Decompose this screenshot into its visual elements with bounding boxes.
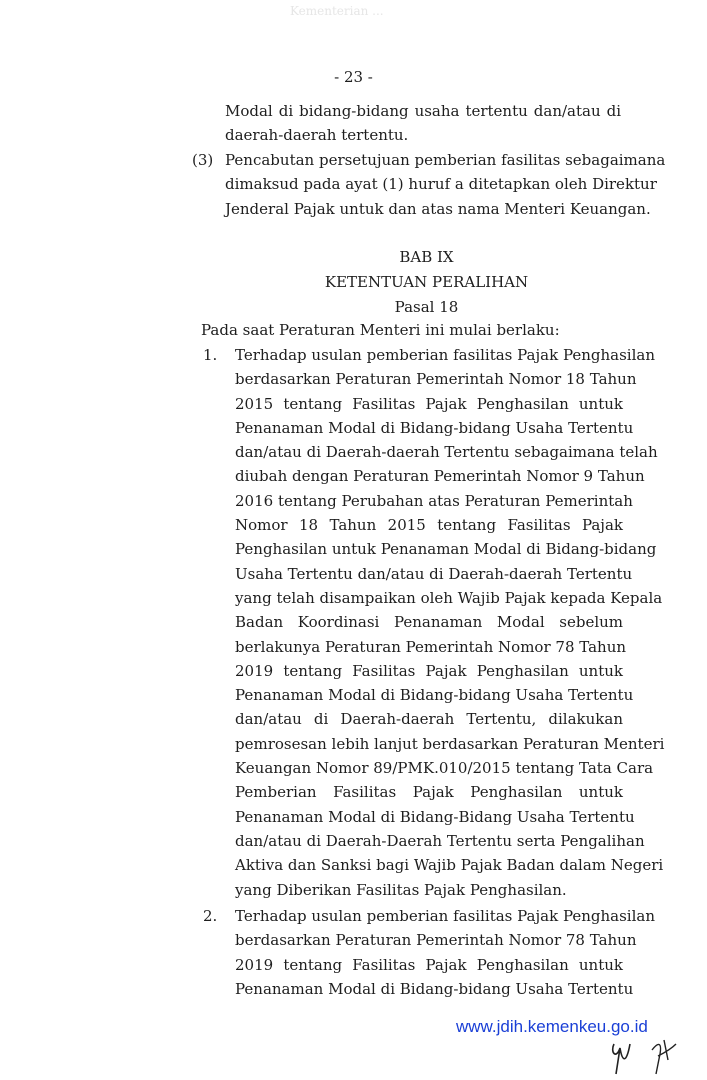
chapter-number: BAB IX [399, 248, 454, 266]
text-line: berdasarkan Peraturan Pemerintah Nomor 18 Tahun [235, 370, 637, 389]
text-line: dimaksud pada ayat (1) huruf a ditetapkan oleh Direktur [225, 175, 657, 194]
page-number: - 23 - [334, 68, 373, 86]
text-line: Penanaman Modal di Bidang-Bidang Usaha Tertentu [235, 807, 635, 826]
continuation-paragraph [225, 99, 621, 148]
faint-header-text: Kementerian ... [290, 4, 384, 18]
item-2-paragraph [235, 904, 656, 1001]
text-line: Usaha Tertentu dan/atau di Daerah-daerah Tertentu [235, 564, 633, 583]
item-3-paragraph [225, 148, 666, 221]
item-1-paragraph [235, 343, 665, 902]
item-1-marker: 1. [203, 346, 218, 364]
text-line: berlakunya Peraturan Pemerintah Nomor 78 Tahun [235, 637, 627, 656]
text-line: 2016 tentang Perubahan atas Peraturan Pemerintah [235, 491, 633, 510]
text-line: Aktiva dan Sanksi bagi Wajib Pajak Badan dalam Negeri [235, 856, 664, 875]
text-line: Terhadap usulan pemberian fasilitas Pajak Penghasilan [235, 346, 656, 364]
text-line: Badan Koordinasi Penanaman Modal sebelum [235, 613, 623, 632]
text-line: dan/atau di Daerah-Daerah Tertentu serta Pengalihan [235, 831, 645, 850]
text-line: dan/atau di Daerah-daerah Tertentu sebagaimana telah [235, 443, 658, 462]
text-line: Pemberian Fasilitas Pajak Penghasilan untuk [235, 783, 623, 802]
article-title: Pasal 18 [394, 298, 459, 316]
text-line: Penanaman Modal di Bidang-bidang Usaha Tertentu [235, 418, 634, 437]
text-line: dan/atau di Daerah-daerah Tertentu, dilakukan [235, 710, 623, 729]
text-line: yang telah disampaikan oleh Wajib Pajak kepada Kepala [235, 588, 663, 607]
watermark-url: www.jdih.kemenkeu.go.id [456, 1017, 648, 1036]
intro-sentence: Pada saat Peraturan Menteri ini mulai berlaku: [201, 321, 560, 339]
text-line: pemrosesan lebih lanjut berdasarkan Peraturan Menteri [235, 734, 665, 753]
item-2-marker: 2. [203, 907, 218, 925]
paraf-signature-icon [606, 1030, 686, 1076]
text-line: Jenderal Pajak untuk dan atas nama Menteri Keuangan. [225, 199, 651, 218]
text-line: diubah dengan Peraturan Pemerintah Nomor 9 Tahun [235, 467, 645, 486]
text-line: 2015 tentang Fasilitas Pajak Penghasilan untuk [235, 394, 623, 413]
text-line: Terhadap usulan pemberian fasilitas Pajak Penghasilan [235, 907, 656, 925]
text-line: Penanaman Modal di Bidang-bidang Usaha Tertentu [235, 979, 634, 998]
text-line: Penghasilan untuk Penanaman Modal di Bidang-bidang [235, 540, 657, 559]
item-3-marker: (3) [192, 151, 214, 169]
text-line: 2019 tentang Fasilitas Pajak Penghasilan untuk [235, 955, 623, 974]
text-line: yang Diberikan Fasilitas Pajak Penghasilan. [235, 880, 567, 899]
text-line: Keuangan Nomor 89/PMK.010/2015 tentang Tata Cara [235, 759, 654, 778]
text-line: Pencabutan persetujuan pemberian fasilitas sebagaimana [225, 151, 666, 169]
text-line: berdasarkan Peraturan Pemerintah Nomor 78 Tahun [235, 931, 637, 950]
text-line: Penanaman Modal di Bidang-bidang Usaha Tertentu [235, 686, 634, 705]
text-line: Modal di bidang-bidang usaha tertentu dan/atau di [225, 102, 621, 120]
text-line: daerah-daerah tertentu. [225, 126, 409, 145]
text-line: Nomor 18 Tahun 2015 tentang Fasilitas Pajak [235, 516, 623, 535]
chapter-title: KETENTUAN PERALIHAN [324, 273, 529, 291]
text-line: 2019 tentang Fasilitas Pajak Penghasilan untuk [235, 661, 623, 680]
